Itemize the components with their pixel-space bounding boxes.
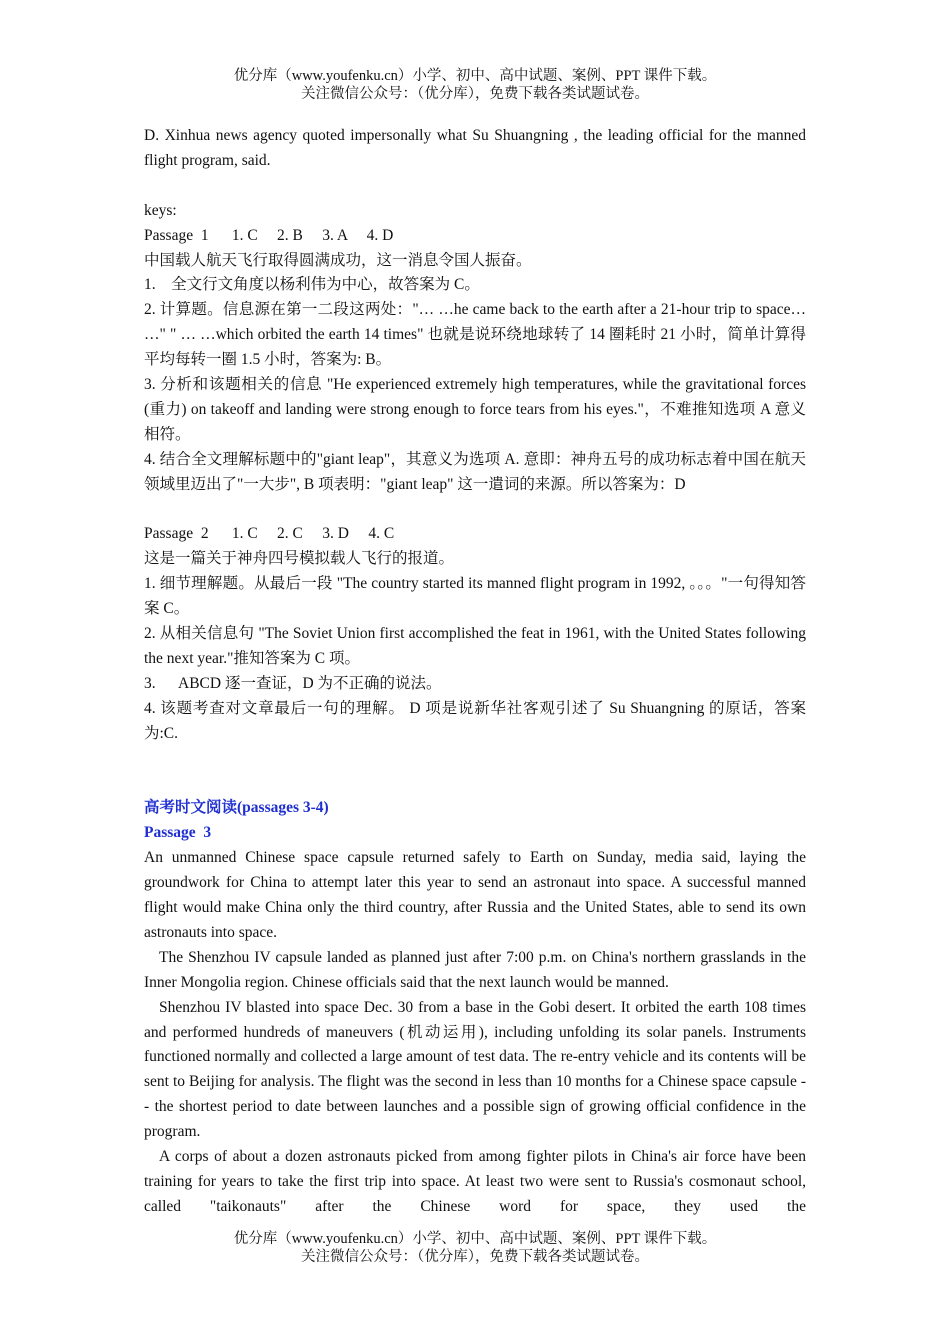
footer-line-2: 关注微信公众号：（优分库），免费下载各类试题试卷。	[301, 1249, 649, 1265]
passage3-paragraph-1: An unmanned Chinese space capsule returned safely to Earth on Sunday, media said, laying the groundwork for China to attempt later this year to send an astronaut into space. A successful manned flight would make China only the third country, after Russia and the United States, able to send its own astronauts into space.	[144, 849, 806, 941]
passage1-note-4: 4. 结合全文理解标题中的"giant leap"，其意义为选项 A. 意即：神舟五号的成功标志着中国在航天领域里迈出了"一大步", B 项表明："giant leap" 这一遣词的来源。所以答案为：D	[144, 450, 806, 493]
keys-label: keys:	[144, 201, 177, 219]
document-body	[144, 124, 806, 1220]
footer-line-1: 优分库（www.youfenku.cn）小学、初中、高中试题、案例、PPT 课件下载。	[233, 1231, 717, 1247]
header-line-1: 优分库（www.youfenku.cn）小学、初中、高中试题、案例、PPT 课件下载。	[233, 68, 717, 84]
passage3-paragraph-3: Shenzhou IV blasted into space Dec. 30 from a base in the Gobi desert. It orbited the earth 108 times and performed hundreds of maneuvers (机动运用), including unfolding its solar panels. Instruments functioned normally and collected a large amount of test data. The re-entry vehicle and its contents will be sent to Beijing for analysis. The flight was the second in less than 10 months for a Chinese space capsule -- the shortest period to date between launches and a possible sign of growing official confidence in the program.	[144, 998, 806, 1141]
page-footer	[0, 1230, 950, 1266]
passage2-note-3: 3. ABCD 逐一查证，D 为不正确的说法。	[144, 674, 442, 692]
passage2-note-4: 4. 该题考查对文章最后一句的理解。 D 项是说新华社客观引述了 Su Shuangning 的原话，答案为:C.	[144, 699, 806, 742]
passage3-paragraph-4: A corps of about a dozen astronauts picked from among fighter pilots in China's air force have been training for years to take the first trip into space. At least two were sent to Russia's cosmonaut school, called "taikonauts" after the Chinese word for space, they used the	[144, 1148, 806, 1215]
passage3-paragraph-2: The Shenzhou IV capsule landed as planned just after 7:00 p.m. on China's northern grasslands in the Inner Mongolia region. Chinese officials said that the next launch would be manned.	[144, 948, 806, 991]
section-title: 高考时文阅读(passages 3-4)	[144, 799, 329, 817]
page-header	[0, 67, 950, 103]
passage1-note-2: 2. 计算题。信息源在第一二段这两处："… …he came back to the earth after a 21-hour trip to space… …" " … …which orbited the earth 14 times" 也就是说环绕地球转了 14 圈耗时 21 小时，简单计算得平均每转一圈 1.5 小时，答案为: B。	[144, 301, 806, 369]
passage2-answers: Passage 2 1. C 2. C 3. D 4. C	[144, 525, 395, 543]
passage2-note-2: 2. 从相关信息句 "The Soviet Union first accomplished the feat in 1961, with the United States following the next year."推知答案为 C 项。	[144, 625, 806, 667]
option-d-text: D. Xinhua news agency quoted impersonally what Su Shuangning , the leading official for the manned flight program, said.	[144, 127, 806, 169]
passage-label: Passage 3	[144, 824, 212, 842]
header-line-2: 关注微信公众号：（优分库），免费下载各类试题试卷。	[301, 86, 649, 102]
passage1-answers: Passage 1 1. C 2. B 3. A 4. D	[144, 226, 394, 244]
passage2-summary: 这是一篇关于神舟四号模拟载人飞行的报道。	[144, 550, 455, 568]
passage1-note-3: 3. 分析和该题相关的信息 "He experienced extremely high temperatures, while the gravitational forces (重力) on takeoff and landing were strong enough to force tears from his eyes."，不难推知选项 A 意义相符。	[144, 376, 806, 443]
passage1-note-1: 1. 全文行文角度以杨利伟为中心，故答案为 C。	[144, 276, 480, 294]
passage2-note-1: 1. 细节理解题。从最后一段 "The country started its manned flight program in 1992, 。。。"一句得知答案 C。	[144, 575, 806, 618]
passage1-summary: 中国载人航天飞行取得圆满成功，这一消息令国人振奋。	[144, 251, 532, 269]
